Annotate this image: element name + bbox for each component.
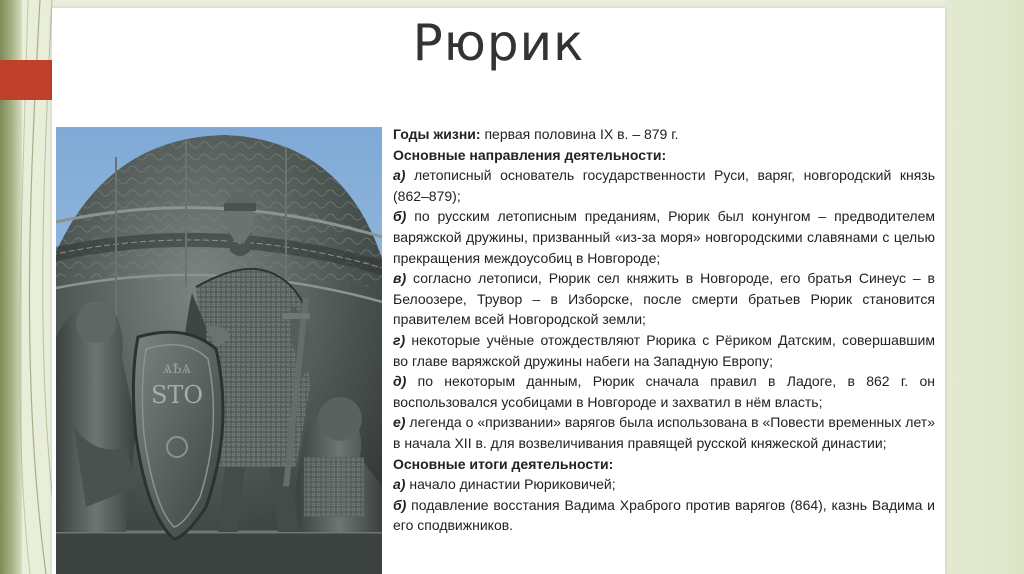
direction-marker: г) bbox=[393, 331, 406, 348]
biography-text bbox=[393, 124, 935, 536]
result-item: б) подавление восстания Вадима Храброго против варягов (864), казнь Вадима и его сподвижников. bbox=[393, 496, 935, 534]
direction-item: в) согласно летописи, Рюрик сел княжить в Новгороде, его братья Синеус – в Белоозере, Трувор – в Изборске, после смерти братьев Рюрик становится правителем всей Новгородской земли; bbox=[393, 270, 935, 328]
direction-item: г) некоторые учёные отождествляют Рюрика с Рёриком Датским, совершавшим во главе варяжской дружины набеги на Западную Европу; bbox=[393, 331, 935, 369]
direction-item: д) по некоторым данным, Рюрик сначала правил в Ладоге, в 862 г. он воспользовался усобицами в Новгороде и захватил в нём власть; bbox=[393, 373, 935, 410]
slide-title: Рюрик bbox=[412, 14, 585, 72]
result-marker: б) bbox=[393, 496, 407, 513]
direction-marker: е) bbox=[393, 414, 406, 431]
directions-heading: Основные направления деятельности: bbox=[393, 146, 667, 163]
accent-tab bbox=[0, 60, 58, 100]
shield-inscription-top: ѦҌѦ bbox=[163, 362, 191, 377]
results-heading: Основные итоги деятельности: bbox=[393, 455, 614, 472]
direction-marker: б) bbox=[393, 208, 407, 225]
monument-photo bbox=[56, 127, 382, 574]
result-item: а) начало династии Рюриковичей; bbox=[393, 476, 616, 493]
years-line bbox=[393, 124, 935, 145]
direction-marker: д) bbox=[393, 373, 407, 390]
slide bbox=[52, 8, 945, 574]
direction-marker: в) bbox=[393, 270, 407, 287]
years-value: первая половина IX в. – 879 г. bbox=[480, 126, 679, 142]
years-label: Годы жизни: bbox=[393, 126, 481, 142]
direction-item: е) легенда о «призвании» варягов была использована в «Повести временных лет» в начала XII в. для возвеличивания правящей русской княжеской династии; bbox=[393, 414, 935, 451]
shield-inscription-main: SΤO bbox=[150, 381, 204, 409]
direction-marker: а) bbox=[393, 167, 406, 184]
direction-item: а) летописный основатель государственности Руси, варяг, новгородский князь (862–879); bbox=[393, 167, 935, 204]
result-marker: а) bbox=[393, 476, 406, 493]
direction-item: б) по русским летописным преданиям, Рюрик был конунгом – предводителем варяжской дружины, призванный «из-за моря» новгородскими славянами с целью прекращения междоусобиц в Новгороде; bbox=[393, 208, 935, 266]
background-right-band bbox=[944, 0, 1024, 574]
